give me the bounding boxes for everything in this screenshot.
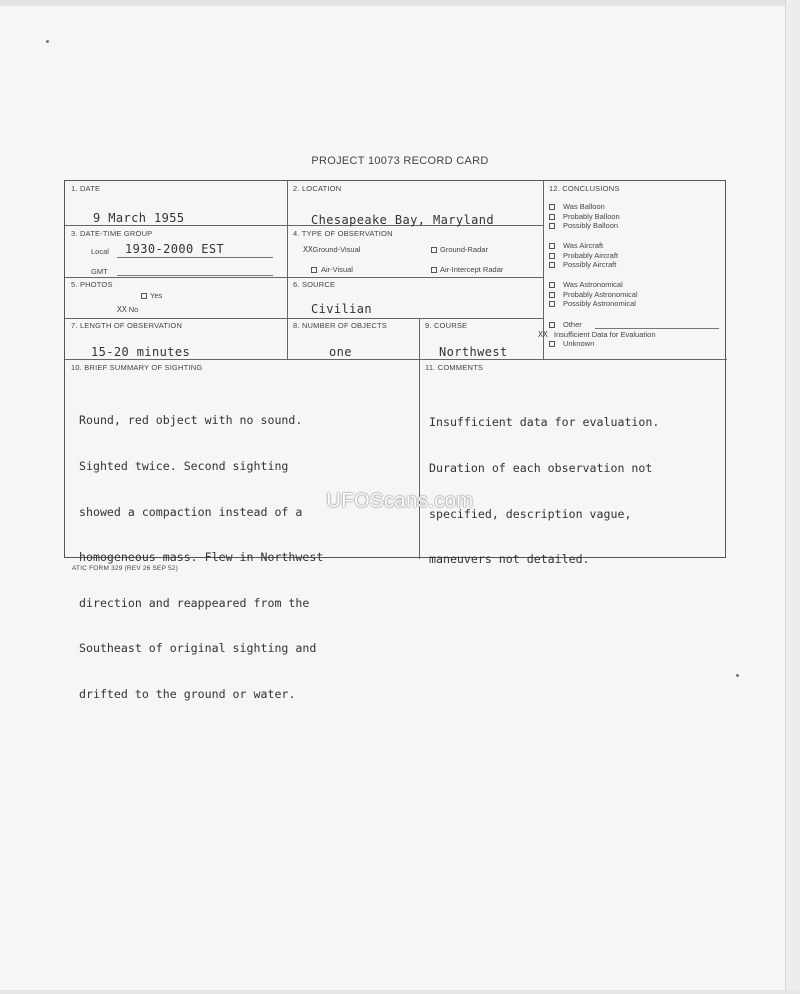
conclusion-insufficient: Insufficient Data for Evaluation — [553, 329, 656, 339]
length-label: 7. LENGTH OF OBSERVATION — [71, 321, 183, 330]
checkbox-icon — [549, 204, 555, 210]
checkbox-icon — [549, 253, 555, 259]
summary-line: direction and reappeared from the — [79, 595, 310, 610]
divider — [65, 225, 287, 226]
photos-no-mark: XX — [117, 305, 127, 314]
watermark: UFOScans.com — [326, 490, 474, 512]
comments-line: Duration of each observation not — [429, 461, 653, 476]
comments-line: specified, description vague, — [429, 506, 632, 521]
checkbox-icon — [549, 262, 555, 268]
checkbox-icon — [549, 243, 555, 249]
summary-line: Sighted twice. Second sighting — [79, 459, 289, 474]
divider — [419, 318, 420, 559]
divider — [65, 318, 543, 319]
conclusions-group-other — [538, 320, 656, 349]
summary-text — [79, 383, 323, 733]
photos-no-text: No — [128, 305, 139, 314]
air-visual-option — [311, 265, 353, 274]
conclusion-other: Other — [563, 320, 582, 329]
summary-line: Southeast of original sighting and — [79, 641, 317, 656]
source-label: 6. SOURCE — [293, 280, 336, 289]
conclusion-option: Possibly Balloon — [563, 221, 619, 230]
card-title: PROJECT 10073 RECORD CARD — [311, 155, 489, 167]
date-label: 1. DATE — [71, 184, 101, 193]
conclusion-option: Probably Astronomical — [563, 289, 638, 299]
summary-label: 10. BRIEF SUMMARY OF SIGHTING — [71, 363, 203, 372]
ground-visual-mark: XX — [303, 245, 313, 254]
checkbox-icon — [549, 301, 555, 307]
ground-radar-text: Ground-Radar — [440, 245, 488, 254]
divider — [65, 359, 727, 360]
photos-no-option — [117, 305, 138, 314]
conclusions-group-astronomical — [549, 280, 638, 309]
checkbox-icon — [549, 322, 555, 328]
checkbox-icon — [311, 267, 317, 273]
checkbox-icon — [431, 267, 437, 273]
gmt-label: GMT — [91, 267, 108, 276]
air-intercept-option — [431, 265, 503, 274]
scan-speck — [46, 40, 49, 43]
conclusions-label: 12. CONCLUSIONS — [549, 184, 620, 193]
divider — [65, 277, 543, 278]
page-edge-top — [0, 0, 800, 6]
summary-line: drifted to the ground or water. — [79, 687, 296, 702]
gmt-underline — [117, 275, 273, 276]
local-label: Local — [91, 247, 109, 256]
conclusions-group-aircraft — [549, 241, 618, 270]
date-value: 9 March 1955 — [93, 211, 185, 225]
ground-radar-option — [431, 245, 488, 254]
location-label: 2. LOCATION — [293, 184, 342, 193]
conclusion-option: Was Balloon — [563, 202, 605, 211]
checkbox-icon — [549, 214, 555, 220]
source-value: Civilian — [311, 302, 372, 316]
checkbox-icon — [549, 292, 555, 298]
conclusion-option: Possibly Aircraft — [563, 260, 617, 269]
conclusion-option: Probably Aircraft — [563, 250, 619, 260]
insufficient-mark: XX — [538, 329, 548, 339]
checkbox-icon — [141, 293, 147, 299]
conclusions-group-balloon — [549, 202, 620, 231]
summary-line: homogeneous mass. Flew in Northwest — [79, 550, 324, 565]
scan-speck — [736, 674, 739, 677]
air-visual-text: Air-Visual — [321, 265, 353, 274]
photos-label: 5. PHOTOS — [71, 280, 113, 289]
ground-visual-option — [303, 245, 360, 254]
length-value: 15-20 minutes — [91, 345, 191, 359]
checkbox-icon — [549, 282, 555, 288]
comments-line: maneuvers not detailed. — [429, 552, 590, 567]
checkbox-icon — [549, 341, 555, 347]
divider — [287, 181, 288, 359]
conclusion-option: Was Astronomical — [563, 280, 623, 289]
page-edge-bottom — [0, 990, 800, 994]
photos-yes-text: Yes — [150, 291, 163, 300]
type-obs-label: 4. TYPE OF OBSERVATION — [293, 229, 393, 238]
location-value: Chesapeake Bay, Maryland — [311, 213, 494, 227]
other-underline — [595, 328, 719, 329]
comments-line: Insufficient data for evaluation. — [429, 415, 660, 430]
photos-yes-option — [141, 291, 162, 300]
objects-value: one — [329, 345, 352, 359]
dtg-label: 3. DATE-TIME GROUP — [71, 229, 153, 238]
ground-visual-text: Ground-Visual — [312, 245, 361, 254]
air-intercept-text: Air-Intercept Radar — [440, 265, 504, 274]
objects-label: 8. NUMBER OF OBJECTS — [293, 321, 388, 330]
conclusion-option: Was Aircraft — [563, 241, 604, 250]
local-time-value: 1930-2000 EST — [125, 242, 225, 256]
checkbox-icon — [431, 247, 437, 253]
conclusion-unknown: Unknown — [563, 339, 595, 348]
conclusion-option: Probably Balloon — [563, 211, 620, 221]
conclusion-option: Possibly Astronomical — [563, 299, 636, 308]
checkbox-icon — [549, 223, 555, 229]
summary-line: Round, red object with no sound. — [79, 413, 303, 428]
comments-label: 11. COMMENTS — [425, 363, 484, 372]
summary-line: showed a compaction instead of a — [79, 504, 303, 519]
local-underline — [117, 257, 273, 258]
form-id: ATIC FORM 329 (REV 26 SEP 52) — [72, 565, 178, 572]
course-label: 9. COURSE — [425, 321, 468, 330]
course-value: Northwest — [439, 345, 508, 359]
